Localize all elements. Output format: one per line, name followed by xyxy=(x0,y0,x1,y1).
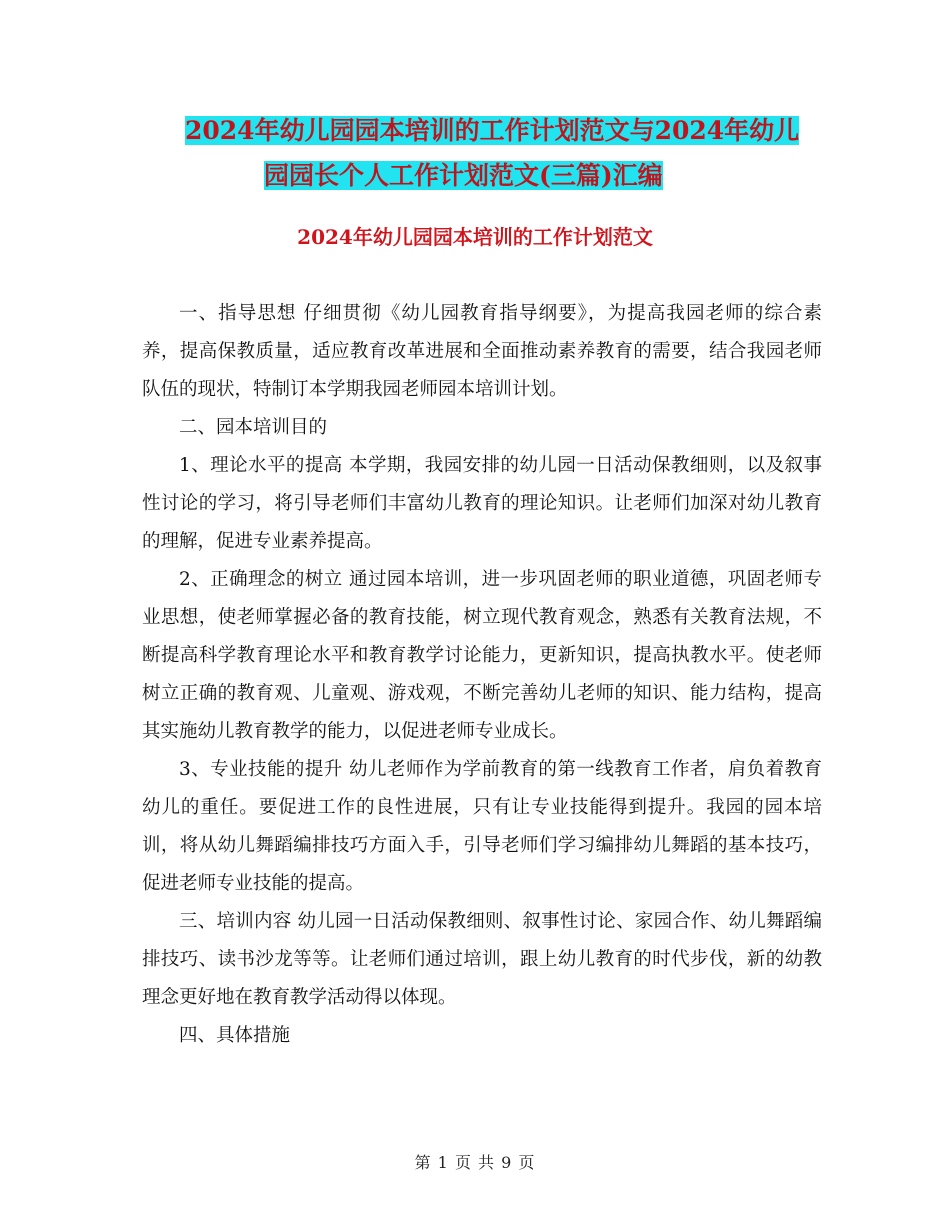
paragraph-professional-skills: 3、专业技能的提升 幼儿老师作为学前教育的第一线教育工作者，肩负着教育幼儿的重任。要促进工作的良性进展，只有让专业技能得到提升。我园的园本培训，将从幼儿舞蹈编排技巧方面入手，引导老师们学习编排幼儿舞蹈的基本技巧，促进老师专业技能的提高。 xyxy=(142,759,822,894)
document-title xyxy=(140,108,840,198)
section-title: 2024年幼儿园园本培训的工作计划范文 xyxy=(297,225,653,249)
document-title-line-2: 园园长个人工作计划范文(三篇)汇编 xyxy=(264,161,663,190)
paragraph-theory-level: 1、理论水平的提高 本学期，我园安排的幼儿园一日活动保教细则，以及叙事性讨论的学习，将引导老师们丰富幼儿教育的理论知识。让老师们加深对幼儿教育的理解，促进专业素养提高。 xyxy=(142,455,822,552)
paragraph-training-content: 三、培训内容 幼儿园一日活动保教细则、叙事性讨论、家园合作、幼儿舞蹈编排技巧、读书沙龙等等。让老师们通过培训，跟上幼儿教育的时代步伐，新的幼教理念更好地在教育教学活动得以体现。 xyxy=(142,911,822,1008)
document-title-line-1: 2024年幼儿园园本培训的工作计划范文与2024年幼儿 xyxy=(185,116,800,145)
paragraph-correct-concepts: 2、正确理念的树立 通过园本培训，进一步巩固老师的职业道德，巩固老师专业思想，使老师掌握必备的教育技能，树立现代教育观念，熟悉有关教育法规，不断提高科学教育理论水平和教育教学讨论能力，更新知识，提高执教水平。使老师树立正确的教育观、儿童观、游戏观，不断完善幼儿老师的知识、能力结构，提高其实施幼儿教育教学的能力，以促进老师专业成长。 xyxy=(142,569,822,742)
page-number-footer: 第 1 页 共 9 页 xyxy=(414,1153,536,1172)
paragraph-guiding-ideology: 一、指导思想 仔细贯彻《幼儿园教育指导纲要》，为提高我园老师的综合素养，提高保教质量，适应教育改革进展和全面推动素养教育的需要，结合我园老师队伍的现状，特制订本学期我园老师园本培训计划。 xyxy=(142,303,822,400)
paragraph-specific-measures-heading: 四、具体措施 xyxy=(179,1025,291,1046)
paragraph-training-purpose-heading: 二、园本培训目的 xyxy=(179,417,328,438)
document-body xyxy=(142,295,822,1055)
